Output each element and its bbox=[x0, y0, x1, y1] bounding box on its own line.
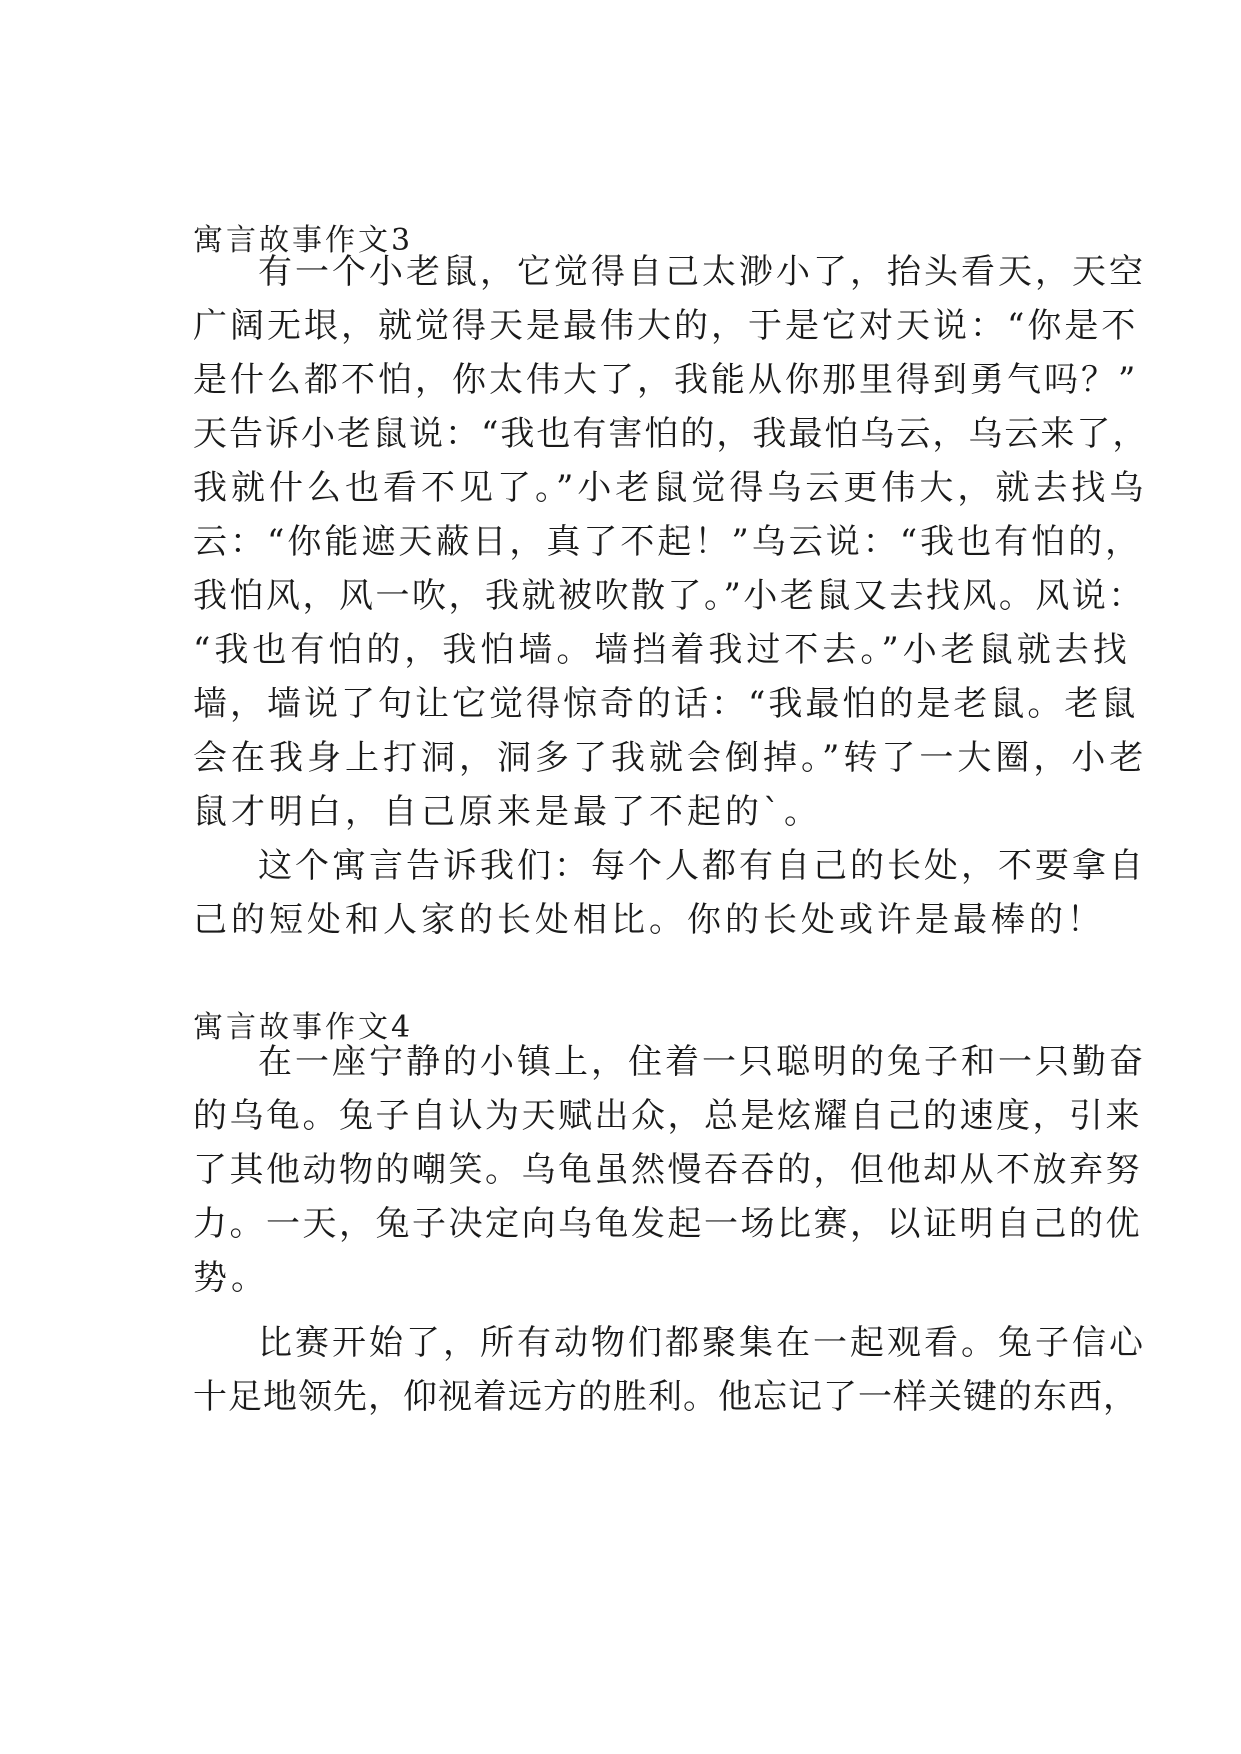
paragraph-line: 这个寓言告诉我们：每个人都有自己的长处，不要拿自 bbox=[258, 846, 1146, 886]
paragraph-line: 云：“你能遮天蔽日，真了不起！”乌云说：“我也有怕的， bbox=[193, 522, 1143, 562]
paragraph-line: “我也有怕的，我怕墙。墙挡着我过不去。”小老鼠就去找 bbox=[193, 630, 1131, 670]
paragraph-line: 己的短处和人家的长处相比。你的长处或许是最棒的！ bbox=[193, 900, 1105, 940]
paragraph-line: 势。 bbox=[193, 1258, 269, 1298]
paragraph-line: 天告诉小老鼠说：“我也有害怕的，我最怕乌云，乌云来了， bbox=[193, 414, 1149, 454]
paragraph-line: 的乌龟。兔子自认为天赋出众，总是炫耀自己的速度，引来 bbox=[193, 1096, 1142, 1136]
paragraph-line: 鼠才明白，自己原来是最了不起的`。 bbox=[193, 792, 822, 832]
paragraph-line: 十足地领先，仰视着远方的胜利。他忘记了一样关键的东西， bbox=[193, 1377, 1138, 1417]
paragraph-line: 了其他动物的嘲笑。乌龟虽然慢吞吞的，但他却从不放弃努 bbox=[193, 1150, 1142, 1190]
paragraph-line: 比赛开始了，所有动物们都聚集在一起观看。兔子信心 bbox=[258, 1323, 1146, 1363]
section-title: 寓言故事作文4 bbox=[193, 1010, 414, 1045]
paragraph-line: 有一个小老鼠，它觉得自己太渺小了，抬头看天，天空 bbox=[258, 252, 1146, 292]
paragraph-line: 会在我身上打洞，洞多了我就会倒掉。”转了一大圈，小老 bbox=[193, 738, 1148, 778]
paragraph-line: 我怕风，风一吹，我就被吹散了。”小老鼠又去找风。风说： bbox=[193, 576, 1145, 616]
paragraph-line: 广阔无垠，就觉得天是最伟大的，于是它对天说：“你是不 bbox=[193, 306, 1139, 346]
paragraph-line: 是什么都不怕，你太伟大了，我能从你那里得到勇气吗？” bbox=[193, 360, 1139, 400]
paragraph-line: 我就什么也看不见了。”小老鼠觉得乌云更伟大，就去找乌 bbox=[193, 468, 1148, 508]
paragraph-line: 力。一天，兔子决定向乌龟发起一场比赛，以证明自己的优 bbox=[193, 1204, 1142, 1244]
section-title: 寓言故事作文3 bbox=[193, 223, 414, 258]
paragraph-line: 墙，墙说了句让它觉得惊奇的话：“我最怕的是老鼠。老鼠 bbox=[193, 684, 1139, 724]
paragraph-line: 在一座宁静的小镇上，住着一只聪明的兔子和一只勤奋 bbox=[258, 1042, 1146, 1082]
